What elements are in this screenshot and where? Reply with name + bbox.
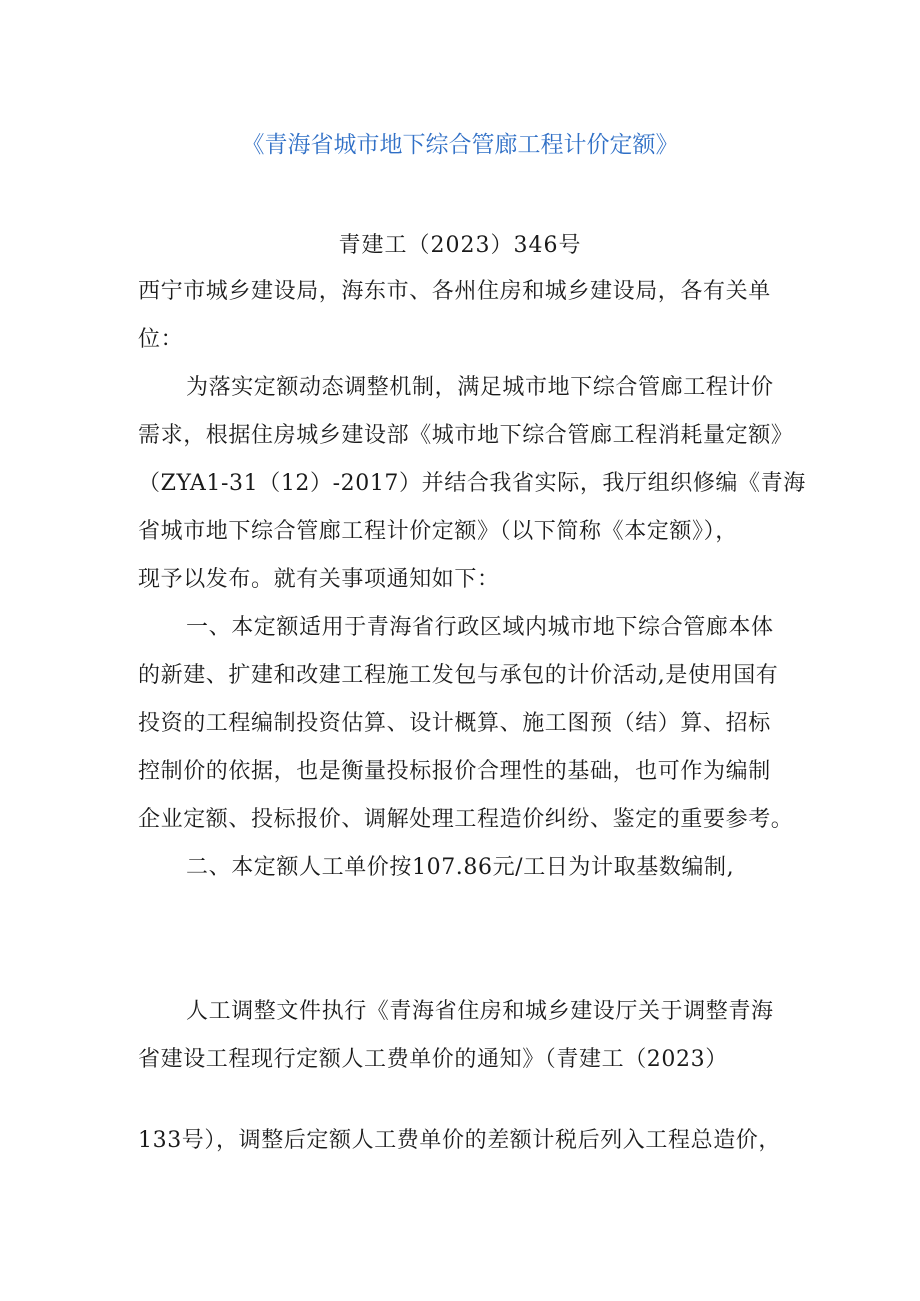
- body-line: 的新建、扩建和改建工程施工发包与承包的计价活动,是使用国有: [138, 663, 779, 688]
- body-line: 投资的工程编制投资估算、设计概算、施工图预（结）算、招标: [138, 711, 771, 736]
- body-line: 133号），调整后定额人工费单价的差额计税后列入工程总造价，: [138, 1128, 781, 1153]
- document-title: 《青海省城市地下综合管廊工程计价定额》: [241, 132, 679, 158]
- body-line: 省城市地下综合管廊工程计价定额》（以下简称《本定额》），: [138, 519, 738, 544]
- body-line: 为落实定额动态调整机制，满足城市地下综合管廊工程计价: [186, 375, 774, 400]
- addressee-line: 西宁市城乡建设局，海东市、各州住房和城乡建设局，各有关单: [138, 279, 771, 304]
- addressee-line: 位：: [138, 327, 184, 352]
- body-line: 二、本定额人工单价按107.86元/工日为计取基数编制,: [186, 855, 735, 880]
- body-line: 需求，根据住房城乡建设部《城市地下综合管廊工程消耗量定额》: [138, 423, 794, 448]
- document-number: 青建工（2023）346号: [338, 233, 582, 258]
- body-line: （ZYA1-31（12）-2017）并结合我省实际，我厅组织修编《青海: [138, 471, 806, 496]
- body-line: 控制价的依据，也是衡量投标报价合理性的基础，也可作为编制: [138, 759, 771, 784]
- body-line: 现予以发布。就有关事项通知如下：: [138, 567, 500, 592]
- body-line: 企业定额、投标报价、调解处理工程造价纠纷、鉴定的重要参考。: [138, 807, 794, 832]
- body-line: 省建设工程现行定额人工费单价的通知》（青建工（2023）: [138, 1047, 728, 1072]
- body-line: 人工调整文件执行《青海省住房和城乡建设厅关于调整青海: [186, 999, 774, 1024]
- body-line: 一、本定额适用于青海省行政区域内城市地下综合管廊本体: [186, 615, 774, 640]
